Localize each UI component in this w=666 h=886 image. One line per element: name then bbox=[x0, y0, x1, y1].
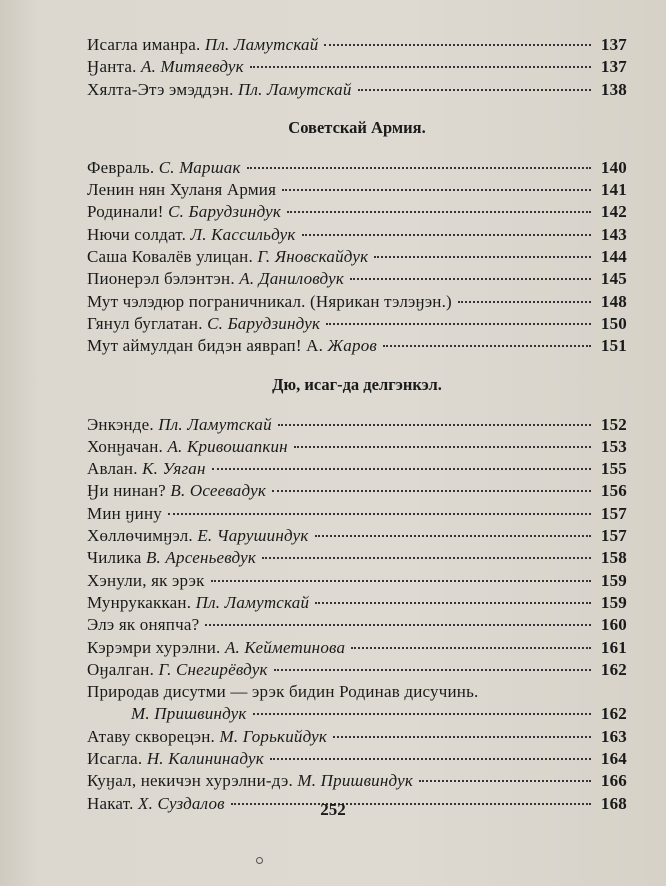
toc-entry bbox=[87, 525, 627, 547]
entry-title-text: Мунрукаккан. bbox=[87, 592, 192, 612]
entry-author: Пл. Ламутскай bbox=[158, 414, 272, 434]
entry-title-text: Хөллөчимӈэл. bbox=[87, 526, 193, 546]
page-number: 252 bbox=[320, 800, 346, 819]
toc-entry bbox=[87, 592, 627, 614]
entry-title-text: Гянул буглатан. bbox=[87, 313, 203, 333]
dot-leader bbox=[205, 624, 591, 626]
dot-leader bbox=[212, 468, 591, 470]
entry-page-number: 162 bbox=[600, 659, 627, 679]
entry-author: Пл. Ламутскай bbox=[238, 79, 352, 99]
toc-entry bbox=[87, 547, 627, 569]
entry-title bbox=[87, 179, 276, 201]
entry-title-text: Мин ӈину bbox=[87, 503, 162, 523]
entry-page-number: 137 bbox=[600, 57, 627, 77]
dot-leader bbox=[302, 234, 591, 236]
toc-entry bbox=[87, 436, 627, 458]
entry-author: Х. Суздалов bbox=[137, 793, 225, 813]
dot-leader bbox=[326, 323, 591, 325]
dot-leader bbox=[374, 256, 591, 258]
dot-leader bbox=[282, 189, 591, 191]
entry-title-text: Авлан. bbox=[87, 459, 138, 479]
dot-leader bbox=[211, 580, 591, 582]
dot-leader bbox=[315, 602, 591, 604]
entry-page-number: 138 bbox=[600, 79, 627, 99]
toc-entry bbox=[87, 458, 627, 480]
toc-entry bbox=[87, 157, 627, 179]
entry-title bbox=[87, 480, 266, 502]
entry-page-number: 159 bbox=[600, 570, 627, 590]
toc-entry bbox=[87, 414, 627, 436]
toc-entry bbox=[87, 480, 627, 502]
entry-author: Пл. Ламутскай bbox=[204, 35, 319, 54]
entry-author: Л. Кассильдук bbox=[190, 224, 296, 244]
entry-title bbox=[87, 659, 268, 681]
entry-title bbox=[87, 726, 327, 748]
entry-author: С. Маршак bbox=[158, 157, 241, 177]
toc-entry bbox=[87, 291, 627, 313]
dot-leader bbox=[250, 66, 591, 68]
entry-title bbox=[131, 703, 247, 725]
entry-title bbox=[87, 224, 296, 246]
entry-page-number: 140 bbox=[600, 157, 627, 177]
entry-page-number: 163 bbox=[600, 726, 627, 746]
toc-entry bbox=[87, 503, 627, 525]
entry-title-text: Пионерэл бэлэнтэн. bbox=[87, 269, 235, 289]
dot-leader bbox=[324, 44, 591, 46]
dot-leader bbox=[262, 557, 591, 559]
entry-title-text: Атаву скворецэн. bbox=[87, 726, 216, 746]
entry-title-text: Элэ як оняпча? bbox=[87, 615, 200, 635]
entry-page-number: 158 bbox=[600, 548, 627, 568]
toc-entry bbox=[87, 34, 627, 56]
entry-author: В. Арсеньевдук bbox=[145, 548, 257, 568]
entry-title bbox=[87, 525, 309, 547]
entry-title-text: Ленин нян Хуланя Армия bbox=[87, 180, 277, 200]
entry-title-text: Нючи солдат. bbox=[87, 224, 187, 244]
entry-title-text: Ӈанта. bbox=[87, 57, 137, 77]
entry-author: М. Пришвиндук bbox=[297, 771, 413, 791]
entry-title-text: Хонӈачан. bbox=[87, 436, 164, 456]
dot-leader bbox=[383, 345, 591, 347]
entry-author: Е. Чарушиндук bbox=[197, 526, 309, 546]
entry-page-number: 168 bbox=[600, 793, 627, 813]
toc-entry bbox=[87, 313, 627, 335]
entry-author: Н. Калининадук bbox=[146, 749, 264, 769]
entry-title bbox=[87, 570, 205, 592]
entry-title bbox=[87, 770, 413, 792]
entry-title bbox=[87, 79, 352, 101]
entry-author: С. Барудзиндук bbox=[207, 313, 321, 333]
entry-title-text: Исагла иманра. bbox=[87, 35, 201, 54]
entry-page-number: 162 bbox=[600, 704, 627, 724]
paper-speck bbox=[256, 857, 263, 864]
entry-page-number: 153 bbox=[600, 436, 627, 456]
entry-page-number: 137 bbox=[600, 35, 627, 54]
entry-title bbox=[87, 201, 281, 223]
toc-entry bbox=[87, 726, 627, 748]
entry-author: А. Митяевдук bbox=[141, 57, 244, 77]
entry-title bbox=[87, 681, 479, 703]
entry-author: Жаров bbox=[327, 336, 377, 356]
entry-title-text: Ӈи нинан? bbox=[87, 481, 166, 501]
entry-author: А. Даниловдук bbox=[239, 269, 345, 289]
table-of-contents bbox=[87, 34, 627, 815]
entry-title bbox=[87, 268, 344, 290]
entry-author: Г. Снегирёвдук bbox=[158, 659, 268, 679]
toc-entry bbox=[87, 748, 627, 770]
entry-page-number: 157 bbox=[600, 526, 627, 546]
entry-page-number: 142 bbox=[600, 202, 627, 222]
toc-entry bbox=[87, 659, 627, 681]
toc-entry bbox=[87, 179, 627, 201]
entry-title-text: Кэрэмри хурэлни. bbox=[87, 637, 221, 657]
dot-leader bbox=[247, 167, 591, 169]
entry-title-text: Накат. bbox=[87, 793, 134, 813]
entry-page-number: 152 bbox=[600, 414, 627, 434]
toc-entry bbox=[87, 703, 627, 725]
entry-title-text: Куӈал, некичэн хурэлни-дэ. bbox=[87, 771, 293, 791]
toc-entry bbox=[87, 201, 627, 223]
entry-title-text: Оӈалган. bbox=[87, 659, 155, 679]
entry-author: М. Горькийдук bbox=[219, 726, 328, 746]
entry-title bbox=[87, 458, 206, 480]
toc-entry bbox=[87, 246, 627, 268]
entry-author: М. Пришвиндук bbox=[131, 704, 247, 724]
entry-title-text: Энкэнде. bbox=[87, 414, 154, 434]
toc-entry bbox=[87, 268, 627, 290]
entry-page-number: 157 bbox=[600, 503, 627, 523]
dot-leader bbox=[274, 669, 591, 671]
toc-entry bbox=[87, 637, 627, 659]
entry-title-text: Мут аймулдан бидэн аяврап! А. bbox=[87, 336, 324, 356]
entry-title bbox=[87, 335, 377, 357]
entry-title-text: Хялта-Этэ эмэддэн. bbox=[87, 79, 234, 99]
dot-leader bbox=[278, 424, 591, 426]
entry-title bbox=[87, 56, 244, 78]
entry-title bbox=[87, 414, 272, 436]
entry-title-text: Хэнули, як эрэк bbox=[87, 570, 205, 590]
dot-leader bbox=[272, 490, 591, 492]
entry-author: С. Барудзиндук bbox=[168, 202, 282, 222]
dot-leader bbox=[333, 736, 591, 738]
entry-title-text: Родинали! bbox=[87, 202, 164, 222]
toc-entry bbox=[87, 79, 627, 101]
entry-title bbox=[87, 592, 309, 614]
dot-leader bbox=[287, 211, 591, 213]
dot-leader bbox=[358, 89, 591, 91]
dot-leader bbox=[253, 713, 591, 715]
entry-title bbox=[87, 436, 288, 458]
entry-page-number: 164 bbox=[600, 749, 627, 769]
entry-title bbox=[87, 291, 452, 313]
entry-page-number: 150 bbox=[600, 313, 627, 333]
entry-title-text: Природав дисутми — эрэк бидин Родинав дисучинь. bbox=[87, 682, 479, 702]
entry-page-number: 145 bbox=[600, 269, 627, 289]
entry-author: А. Кейметинова bbox=[224, 637, 346, 657]
entry-title bbox=[87, 157, 241, 179]
dot-leader bbox=[168, 513, 591, 515]
dot-leader bbox=[419, 780, 591, 782]
toc-entry bbox=[87, 570, 627, 592]
entry-page-number: 148 bbox=[600, 291, 627, 311]
entry-author: Г. Яновскайдук bbox=[257, 247, 369, 267]
section-heading: Советскай Армия. bbox=[288, 117, 426, 137]
entry-title bbox=[87, 313, 320, 335]
entry-title bbox=[87, 748, 264, 770]
entry-author: Пл. Ламутскай bbox=[195, 592, 310, 612]
entry-title-text: Исагла. bbox=[87, 749, 143, 769]
entry-title bbox=[87, 637, 345, 659]
entry-title bbox=[87, 503, 162, 525]
dot-leader bbox=[458, 301, 591, 303]
toc-entry bbox=[87, 614, 627, 636]
dot-leader bbox=[270, 758, 591, 760]
dot-leader bbox=[351, 647, 591, 649]
entry-title bbox=[87, 34, 318, 56]
toc-entry bbox=[87, 770, 627, 792]
entry-title bbox=[87, 614, 199, 636]
entry-page-number: 151 bbox=[600, 336, 627, 356]
entry-page-number: 166 bbox=[600, 771, 627, 791]
entry-page-number: 143 bbox=[600, 224, 627, 244]
entry-page-number: 155 bbox=[600, 459, 627, 479]
toc-entry bbox=[87, 681, 627, 703]
entry-title-text: Чилика bbox=[87, 548, 142, 568]
entry-page-number: 160 bbox=[600, 615, 627, 635]
entry-title-text: Февраль. bbox=[87, 157, 155, 177]
entry-author: А. Кривошапкин bbox=[167, 436, 288, 456]
entry-page-number: 144 bbox=[600, 247, 627, 267]
section-heading: Дю, исаг-да делгэнкэл. bbox=[272, 374, 442, 394]
dot-leader bbox=[315, 535, 592, 537]
entry-page-number: 156 bbox=[600, 481, 627, 501]
toc-entry bbox=[87, 335, 627, 357]
toc-entry bbox=[87, 224, 627, 246]
entry-author: К. Уяган bbox=[142, 459, 206, 479]
entry-title bbox=[87, 246, 368, 268]
dot-leader bbox=[294, 446, 591, 448]
entry-page-number: 159 bbox=[600, 592, 627, 612]
entry-page-number: 141 bbox=[600, 180, 627, 200]
entry-title-text: Саша Ковалёв улицан. bbox=[87, 247, 253, 267]
entry-page-number: 161 bbox=[600, 637, 627, 657]
dot-leader bbox=[350, 278, 591, 280]
toc-entry bbox=[87, 56, 627, 78]
entry-title-text: Мут чэлэдюр пограничникал. (Нярикан тэлэӈэн.) bbox=[87, 291, 452, 311]
entry-author: В. Осеевадук bbox=[170, 481, 266, 501]
entry-title bbox=[87, 547, 256, 569]
